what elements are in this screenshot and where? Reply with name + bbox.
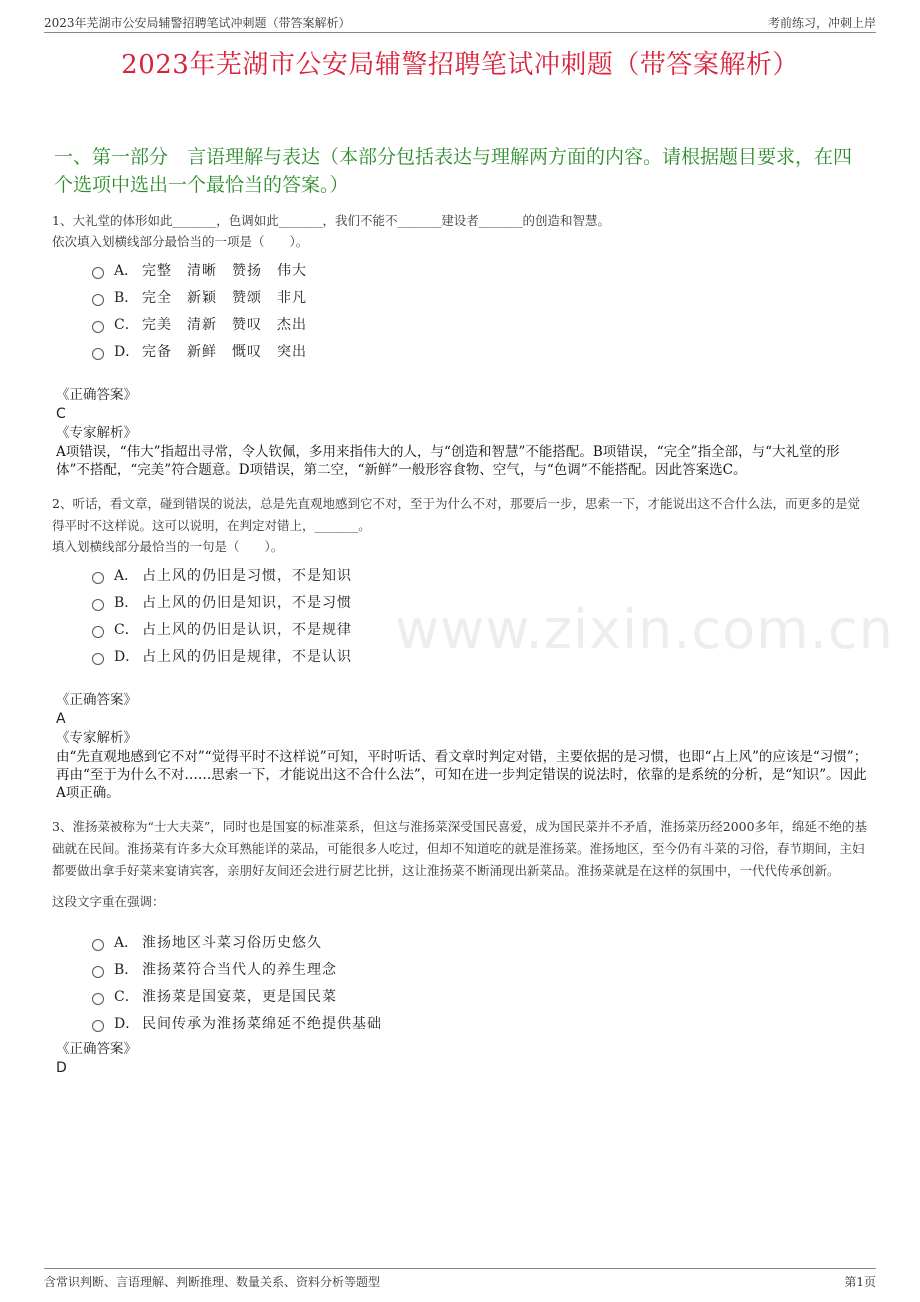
- radio-icon[interactable]: [92, 626, 104, 638]
- option-a[interactable]: [92, 928, 872, 955]
- analysis-label: 《专家解析》: [56, 425, 137, 441]
- option-b[interactable]: [92, 283, 872, 310]
- question-prompt: 这段文字重在强调：: [52, 894, 165, 909]
- radio-icon[interactable]: [92, 348, 104, 360]
- analysis-label: 《专家解析》: [56, 730, 137, 746]
- answer-value: C: [56, 406, 66, 422]
- watermark: www.zixin.com.cn: [395, 598, 894, 661]
- option-letter: D．: [114, 343, 140, 360]
- answer-value: D: [56, 1060, 67, 1076]
- option-d[interactable]: [92, 1009, 872, 1036]
- option-list: [92, 256, 872, 364]
- answer-label: 《正确答案》: [56, 692, 137, 708]
- option-d[interactable]: [92, 642, 872, 669]
- option-text: 完全 新颖 赞颂 非凡: [142, 289, 307, 306]
- radio-icon[interactable]: [92, 321, 104, 333]
- section-heading: 一、第一部分 言语理解与表达（本部分包括表达与理解两方面的内容。请根据题目要求，在四个选项中选出一个最恰当的答案。）: [54, 146, 853, 196]
- option-text: 占上风的仍旧是认识，不是规律: [142, 621, 352, 638]
- answer-value: A: [56, 711, 66, 727]
- question-text: 1、大礼堂的体形如此_______，色调如此_______，我们不能不_______建设者_______的创造和智慧。: [52, 213, 610, 228]
- option-c[interactable]: [92, 982, 872, 1009]
- page-number: 第1页: [844, 1275, 876, 1289]
- question-list: [52, 210, 872, 1078]
- option-text: 淮扬菜符合当代人的养生理念: [142, 961, 337, 978]
- option-text: 占上风的仍旧是习惯，不是知识: [142, 567, 352, 584]
- option-text: 淮扬菜是国宴菜，更是国民菜: [142, 988, 337, 1005]
- question-2: [52, 493, 872, 802]
- option-letter: D．: [114, 648, 140, 665]
- radio-icon[interactable]: [92, 993, 104, 1005]
- option-letter: B．: [114, 594, 139, 611]
- radio-icon[interactable]: [92, 1020, 104, 1032]
- option-text: 民间传承为淮扬菜绵延不绝提供基础: [142, 1015, 382, 1032]
- analysis-text: 由“先直观地感到它不对”“觉得平时不这样说”可知，平时听话、看文章时判定对错，主要依据的是习惯，也即“占上风”的应该是“习惯”；再由“至于为什么不对……思索一下，才能说出这不合什么法”，可知在进一步判定错误的说法时，依靠的是系统的分析，是“知识”。因此A项正确。: [56, 749, 868, 801]
- question-prompt: 填入划横线部分最恰当的一句是（ ）。: [52, 539, 284, 554]
- option-b[interactable]: [92, 955, 872, 982]
- option-letter: C．: [114, 621, 139, 638]
- option-b[interactable]: [92, 588, 872, 615]
- option-list: [92, 561, 872, 669]
- radio-icon[interactable]: [92, 294, 104, 306]
- option-text: 完美 清新 赞叹 杰出: [142, 316, 307, 333]
- question-3: [52, 816, 872, 1078]
- header-slogan: 考前练习，冲刺上岸: [767, 16, 876, 30]
- answer-label: 《正确答案》: [56, 1041, 137, 1057]
- answer-label: 《正确答案》: [56, 387, 137, 403]
- option-d[interactable]: [92, 337, 872, 364]
- footer-topics: 含常识判断、言语理解、判断推理、数量关系、资料分析等题型: [44, 1275, 381, 1289]
- radio-icon[interactable]: [92, 572, 104, 584]
- option-a[interactable]: [92, 256, 872, 283]
- option-text: 占上风的仍旧是知识，不是习惯: [142, 594, 352, 611]
- option-letter: C．: [114, 316, 139, 333]
- radio-icon[interactable]: [92, 599, 104, 611]
- option-c[interactable]: [92, 615, 872, 642]
- option-text: 完整 清晰 赞扬 伟大: [142, 262, 307, 279]
- analysis-text: A项错误，“伟大”指超出寻常，令人钦佩，多用来指伟大的人，与“创造和智慧”不能搭配。B项错误，“完全”指全部，与“大礼堂的形体”不搭配，“完美”符合题意。D项错误，第二空，“新鲜”一般形容食物、空气，与“色调”不能搭配。因此答案选C。: [56, 444, 840, 478]
- radio-icon[interactable]: [92, 267, 104, 279]
- option-letter: A．: [114, 934, 139, 951]
- page-header: [44, 10, 876, 33]
- page-footer: [44, 1268, 876, 1293]
- page-title: 2023年芜湖市公安局辅警招聘笔试冲刺题（带答案解析）: [121, 50, 799, 80]
- question-prompt: 依次填入划横线部分最恰当的一项是（ ）。: [52, 234, 309, 249]
- option-letter: A．: [114, 262, 139, 279]
- option-text: 淮扬地区斗菜习俗历史悠久: [142, 934, 322, 951]
- question-text: 2、听话，看文章，碰到错误的说法，总是先直观地感到它不对，至于为什么不对，那要后一步，思索一下，才能说出这不合什么法，而更多的是觉得平时不这样说。这可以说明，在判定对错上，_______。: [52, 496, 860, 533]
- option-c[interactable]: [92, 310, 872, 337]
- option-letter: C．: [114, 988, 139, 1005]
- option-list: [92, 928, 872, 1036]
- option-a[interactable]: [92, 561, 872, 588]
- header-doc-title: 2023年芜湖市公安局辅警招聘笔试冲刺题（带答案解析）: [44, 16, 351, 30]
- option-text: 占上风的仍旧是规律，不是认识: [142, 648, 352, 665]
- question-text: 3、淮扬菜被称为“士大夫菜”，同时也是国宴的标准菜系，但这与淮扬菜深受国民喜爱，成为国民菜并不矛盾，淮扬菜历经2000多年，绵延不绝的基础就在民间。淮扬菜有许多大众耳熟能详的菜品，可能很多人吃过，但却不知道吃的就是淮扬菜。淮扬地区，至今仍有斗菜的习俗，春节期间，主妇都要做出拿手好菜来宴请宾客，亲朋好友间还会进行厨艺比拼，这让淮扬菜不断涌现出新菜品。淮扬菜就是在这样的氛围中，一代代传承创新。: [52, 819, 868, 878]
- radio-icon[interactable]: [92, 939, 104, 951]
- option-letter: A．: [114, 567, 139, 584]
- radio-icon[interactable]: [92, 966, 104, 978]
- option-text: 完备 新鲜 慨叹 突出: [142, 343, 307, 360]
- option-letter: B．: [114, 961, 139, 978]
- option-letter: D．: [114, 1015, 140, 1032]
- radio-icon[interactable]: [92, 653, 104, 665]
- question-1: [52, 210, 872, 479]
- option-letter: B．: [114, 289, 139, 306]
